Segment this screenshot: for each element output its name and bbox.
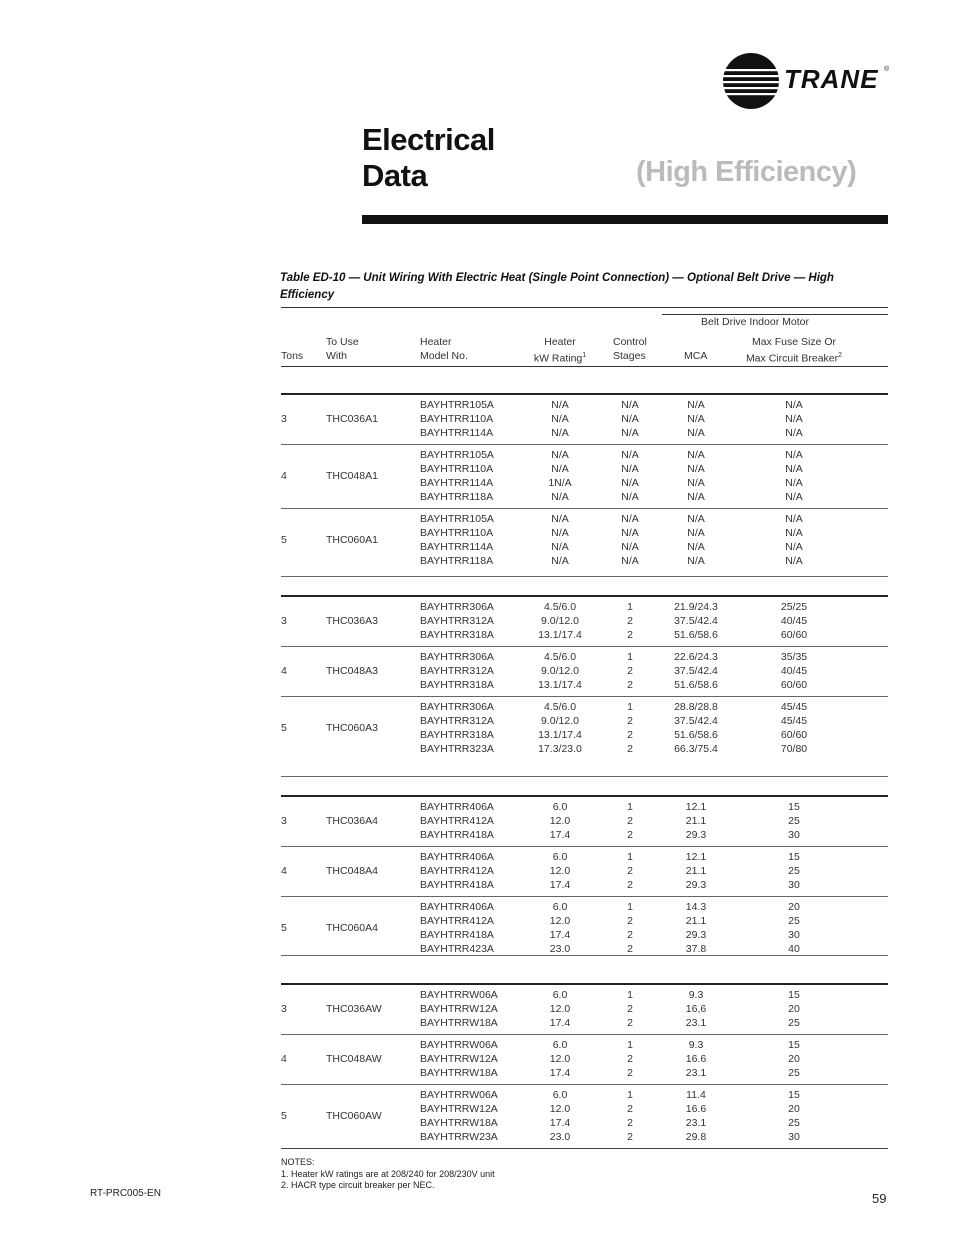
kw-rating-cell: N/A [551, 513, 569, 525]
max-fuse-cell: 60/60 [780, 679, 808, 691]
max-fuse-cell: 25 [788, 915, 800, 927]
mca-cell: 23.1 [685, 1017, 707, 1029]
section-top-rule [281, 595, 888, 597]
header-model-line2: Model No. [420, 350, 468, 362]
mca-cell: N/A [687, 477, 705, 489]
header-kw-line1: Heater [544, 336, 576, 348]
kw-rating-cell: 23.0 [549, 1131, 571, 1143]
heater-model-cell: BAYHTRR412A [420, 915, 494, 927]
heater-model-cell: BAYHTRR105A [420, 449, 494, 461]
unit-model: THC060A1 [326, 534, 378, 546]
control-stages-cell: 2 [627, 865, 633, 877]
tons-value: 5 [281, 722, 287, 734]
header-kw-footnote: 1 [582, 352, 587, 359]
max-fuse-cell: N/A [785, 399, 803, 411]
heater-model-cell: BAYHTRRW18A [420, 1017, 498, 1029]
control-stages-cell: N/A [621, 399, 639, 411]
heater-model-cell: BAYHTRR114A [420, 541, 494, 553]
trane-logo-mark [722, 52, 780, 110]
max-fuse-cell: 60/60 [780, 729, 808, 741]
logo-registered-mark: ® [884, 66, 890, 73]
kw-rating-cell: 17.4 [549, 1017, 571, 1029]
mca-cell: 37.5/42.4 [674, 615, 718, 627]
mca-cell: N/A [687, 513, 705, 525]
group-divider [281, 444, 888, 445]
kw-rating-cell: 6.0 [552, 989, 568, 1001]
max-fuse-cell: 25 [788, 1117, 800, 1129]
control-stages-cell: 1 [627, 601, 633, 613]
header-fuse-line1: Max Fuse Size Or [751, 336, 837, 348]
header-model-line1: Heater [420, 336, 452, 348]
heater-model-cell: BAYHTRR423A [420, 943, 494, 955]
mca-cell: 37.5/42.4 [674, 665, 718, 677]
control-stages-cell: N/A [621, 527, 639, 539]
mca-cell: 9.3 [688, 989, 704, 1001]
mca-cell: N/A [687, 527, 705, 539]
header-fuse-text: Max Circuit Breaker [745, 352, 839, 365]
mca-cell: 51.6/58.6 [674, 679, 718, 691]
max-fuse-cell: 15 [788, 1089, 800, 1101]
kw-rating-cell: 13.1/17.4 [538, 629, 582, 641]
max-fuse-cell: 30 [788, 829, 800, 841]
heater-model-cell: BAYHTRR318A [420, 629, 494, 641]
page-subtitle: (High Efficiency) [636, 156, 857, 188]
heater-model-cell: BAYHTRR406A [420, 851, 494, 863]
tons-value: 4 [281, 665, 287, 677]
kw-rating-cell: 12.0 [549, 815, 571, 827]
section-bottom-rule [281, 955, 888, 956]
group-divider [281, 508, 888, 509]
control-stages-cell: 2 [627, 1017, 633, 1029]
kw-rating-cell: 12.0 [549, 1053, 571, 1065]
kw-rating-cell: 12.0 [549, 865, 571, 877]
notes-title: NOTES: [281, 1157, 315, 1167]
kw-rating-cell: N/A [551, 463, 569, 475]
unit-model: THC060AW [326, 1110, 382, 1122]
max-fuse-cell: N/A [785, 541, 803, 553]
max-fuse-cell: N/A [785, 555, 803, 567]
heater-model-cell: BAYHTRR306A [420, 601, 494, 613]
heater-model-cell: BAYHTRR323A [420, 743, 494, 755]
title-line-2: Data [362, 158, 428, 193]
max-fuse-cell: 25 [788, 815, 800, 827]
header-fuse-line2 [734, 349, 854, 366]
header-top-rule [281, 307, 888, 308]
max-fuse-cell: 40/45 [780, 665, 808, 677]
control-stages-cell: 2 [627, 1067, 633, 1079]
heater-model-cell: BAYHTRR318A [420, 729, 494, 741]
header-max-fuse [734, 335, 854, 366]
heater-model-cell: BAYHTRR318A [420, 679, 494, 691]
kw-rating-cell: 9.0/12.0 [541, 715, 579, 727]
mca-cell: 22.6/24.3 [674, 651, 718, 663]
kw-rating-cell: 13.1/17.4 [538, 729, 582, 741]
kw-rating-cell: N/A [551, 399, 569, 411]
kw-rating-cell: N/A [551, 527, 569, 539]
header-kw-line2 [520, 349, 600, 366]
mca-cell: 29.3 [685, 829, 707, 841]
control-stages-cell: 2 [627, 1003, 633, 1015]
tons-value: 5 [281, 534, 287, 546]
unit-model: THC036A4 [326, 815, 378, 827]
group-header-belt-drive: Belt Drive Indoor Motor [701, 316, 809, 328]
max-fuse-cell: 20 [788, 1053, 800, 1065]
table-notes [281, 1157, 495, 1192]
control-stages-cell: 2 [627, 929, 633, 941]
control-stages-cell: 1 [627, 651, 633, 663]
heater-model-cell: BAYHTRR412A [420, 865, 494, 877]
control-stages-cell: 2 [627, 1131, 633, 1143]
kw-rating-cell: 17.4 [549, 879, 571, 891]
title-rule [362, 215, 888, 224]
control-stages-cell: 1 [627, 801, 633, 813]
mca-cell: N/A [687, 427, 705, 439]
max-fuse-cell: N/A [785, 477, 803, 489]
mca-cell: 21.1 [685, 815, 707, 827]
control-stages-cell: 2 [627, 629, 633, 641]
kw-rating-cell: 4.5/6.0 [543, 651, 577, 663]
kw-rating-cell: 17.4 [549, 1117, 571, 1129]
tons-value: 3 [281, 615, 287, 627]
kw-rating-cell: 9.0/12.0 [541, 615, 579, 627]
control-stages-cell: 2 [627, 743, 633, 755]
max-fuse-cell: 30 [788, 1131, 800, 1143]
kw-rating-cell: 6.0 [552, 1089, 568, 1101]
mca-cell: 16.6 [685, 1053, 707, 1065]
mca-cell: 16.6 [685, 1103, 707, 1115]
heater-model-cell: BAYHTRRW06A [420, 989, 498, 1001]
tons-value: 3 [281, 815, 287, 827]
table-bottom-rule [281, 1148, 888, 1149]
header-kw-text: kW Rating [533, 352, 583, 365]
mca-cell: N/A [687, 399, 705, 411]
mca-cell: 21.1 [685, 915, 707, 927]
header-stages-line2: Stages [613, 350, 646, 362]
heater-model-cell: BAYHTRRW12A [420, 1003, 498, 1015]
mca-cell: 23.1 [685, 1117, 707, 1129]
max-fuse-cell: 25/25 [780, 601, 808, 613]
heater-model-cell: BAYHTRRW12A [420, 1103, 498, 1115]
control-stages-cell: 1 [627, 701, 633, 713]
mca-cell: N/A [687, 491, 705, 503]
mca-cell: 14.3 [685, 901, 707, 913]
kw-rating-cell: 12.0 [549, 1103, 571, 1115]
max-fuse-cell: 60/60 [780, 629, 808, 641]
max-fuse-cell: 25 [788, 1067, 800, 1079]
kw-rating-cell: 1N/A [548, 477, 572, 489]
control-stages-cell: N/A [621, 555, 639, 567]
kw-rating-cell: 6.0 [552, 801, 568, 813]
unit-model: THC048AW [326, 1053, 382, 1065]
unit-model: THC060A4 [326, 922, 378, 934]
mca-cell: N/A [687, 541, 705, 553]
max-fuse-cell: 15 [788, 801, 800, 813]
control-stages-cell: 2 [627, 665, 633, 677]
max-fuse-cell: 35/35 [780, 651, 808, 663]
kw-rating-cell: 9.0/12.0 [541, 665, 579, 677]
max-fuse-cell: 40 [788, 943, 800, 955]
max-fuse-cell: 15 [788, 1039, 800, 1051]
mca-cell: 16,6 [685, 1003, 707, 1015]
kw-rating-cell: 17.3/23.0 [538, 743, 582, 755]
group-divider [281, 1034, 888, 1035]
kw-rating-cell: 4.5/6.0 [543, 701, 577, 713]
heater-model-cell: BAYHTRR418A [420, 879, 494, 891]
max-fuse-cell: 25 [788, 1017, 800, 1029]
kw-rating-cell: 12.0 [549, 1003, 571, 1015]
heater-model-cell: BAYHTRR312A [420, 715, 494, 727]
control-stages-cell: 2 [627, 943, 633, 955]
max-fuse-cell: 40/45 [780, 615, 808, 627]
tons-value: 4 [281, 865, 287, 877]
mca-cell: N/A [687, 555, 705, 567]
control-stages-cell: 2 [627, 1103, 633, 1115]
heater-model-cell: BAYHTRR306A [420, 701, 494, 713]
table-caption: Table ED-10 — Unit Wiring With Electric Heat (Single Point Connection) — Optional Belt Drive — High Efficiency [280, 272, 834, 301]
control-stages-cell: N/A [621, 513, 639, 525]
heater-model-cell: BAYHTRRW23A [420, 1131, 498, 1143]
kw-rating-cell: 13.1/17.4 [538, 679, 582, 691]
heater-model-cell: BAYHTRR418A [420, 929, 494, 941]
unit-model: THC036A1 [326, 413, 378, 425]
mca-cell: 21.9/24.3 [674, 601, 718, 613]
max-fuse-cell: N/A [785, 463, 803, 475]
tons-value: 4 [281, 1053, 287, 1065]
kw-rating-cell: N/A [551, 427, 569, 439]
control-stages-cell: N/A [621, 477, 639, 489]
mca-cell: 37.5/42.4 [674, 715, 718, 727]
header-use-with-line2: With [326, 350, 347, 362]
tons-value: 4 [281, 470, 287, 482]
group-divider [281, 1084, 888, 1085]
control-stages-cell: 2 [627, 879, 633, 891]
heater-model-cell: BAYHTRR114A [420, 427, 494, 439]
trane-logo [722, 50, 892, 110]
heater-model-cell: BAYHTRRW12A [420, 1053, 498, 1065]
control-stages-cell: 2 [627, 679, 633, 691]
tons-value: 5 [281, 922, 287, 934]
heater-model-cell: BAYHTRRW06A [420, 1039, 498, 1051]
control-stages-cell: 1 [627, 989, 633, 1001]
control-stages-cell: 1 [627, 1089, 633, 1101]
header-stages-line1: Control [613, 336, 647, 348]
note-2: 2. HACR type circuit breaker per NEC. [281, 1180, 435, 1190]
heater-model-cell: BAYHTRRW06A [420, 1089, 498, 1101]
heater-model-cell: BAYHTRR110A [420, 527, 494, 539]
heater-model-cell: BAYHTRR110A [420, 463, 494, 475]
section-bottom-rule [281, 776, 888, 777]
header-kw-rating [520, 335, 600, 366]
heater-model-cell: BAYHTRR312A [420, 665, 494, 677]
control-stages-cell: N/A [621, 413, 639, 425]
section-top-rule [281, 393, 888, 395]
page-title [362, 122, 495, 194]
group-divider [281, 896, 888, 897]
heater-model-cell: BAYHTRRW18A [420, 1117, 498, 1129]
header-use-with-line1: To Use [326, 336, 359, 348]
group-divider [281, 696, 888, 697]
control-stages-cell: 1 [627, 1039, 633, 1051]
kw-rating-cell: 6.0 [552, 851, 568, 863]
heater-model-cell: BAYHTRR306A [420, 651, 494, 663]
max-fuse-cell: N/A [785, 427, 803, 439]
max-fuse-cell: 25 [788, 865, 800, 877]
kw-rating-cell: N/A [551, 449, 569, 461]
kw-rating-cell: 17.4 [549, 1067, 571, 1079]
section-bottom-rule [281, 576, 888, 577]
heater-model-cell: BAYHTRR406A [420, 901, 494, 913]
max-fuse-cell: 20 [788, 901, 800, 913]
control-stages-cell: N/A [621, 463, 639, 475]
max-fuse-cell: 45/45 [780, 715, 808, 727]
unit-model: THC048A1 [326, 470, 378, 482]
kw-rating-cell: N/A [551, 491, 569, 503]
header-model-no [420, 335, 468, 363]
mca-cell: 21.1 [685, 865, 707, 877]
max-fuse-cell: N/A [785, 491, 803, 503]
max-fuse-cell: 15 [788, 851, 800, 863]
mca-cell: 11.4 [686, 1089, 706, 1101]
max-fuse-cell: N/A [785, 513, 803, 525]
mca-cell: 51.6/58.6 [674, 729, 718, 741]
control-stages-cell: 2 [627, 715, 633, 727]
mca-cell: 28.8/28.8 [674, 701, 718, 713]
header-control-stages [613, 335, 647, 363]
kw-rating-cell: N/A [551, 413, 569, 425]
kw-rating-cell: N/A [551, 541, 569, 553]
kw-rating-cell: 12.0 [549, 915, 571, 927]
tons-value: 3 [281, 1003, 287, 1015]
heater-model-cell: BAYHTRR110A [420, 413, 494, 425]
unit-model: THC036AW [326, 1003, 382, 1015]
mca-cell: N/A [687, 463, 705, 475]
control-stages-cell: 2 [627, 1053, 633, 1065]
section-top-rule [281, 795, 888, 797]
heater-model-cell: BAYHTRR418A [420, 829, 494, 841]
tons-value: 5 [281, 1110, 287, 1122]
header-fuse-footnote: 2 [838, 352, 843, 359]
control-stages-cell: N/A [621, 449, 639, 461]
control-stages-cell: N/A [621, 541, 639, 553]
kw-rating-cell: 6.0 [552, 901, 568, 913]
heater-model-cell: BAYHTRR118A [420, 555, 494, 567]
unit-model: THC036A3 [326, 615, 378, 627]
max-fuse-cell: 30 [788, 929, 800, 941]
heater-model-cell: BAYHTRR118A [420, 491, 494, 503]
max-fuse-cell: N/A [785, 527, 803, 539]
mca-cell: 23.1 [685, 1067, 707, 1079]
section-top-rule [281, 983, 888, 985]
control-stages-cell: 1 [627, 851, 633, 863]
kw-rating-cell: 4.5/6.0 [543, 601, 577, 613]
max-fuse-cell: N/A [785, 413, 803, 425]
control-stages-cell: 2 [627, 915, 633, 927]
group-divider [281, 846, 888, 847]
control-stages-cell: N/A [621, 491, 639, 503]
page-number: 59 [872, 1191, 887, 1206]
control-stages-cell: 2 [627, 829, 633, 841]
kw-rating-cell: 6.0 [552, 1039, 568, 1051]
mca-cell: 29.3 [685, 929, 707, 941]
mca-cell: 37.8 [685, 943, 707, 955]
unit-model: THC048A4 [326, 865, 378, 877]
mca-cell: N/A [687, 449, 705, 461]
max-fuse-cell: 20 [788, 1003, 800, 1015]
mca-cell: 29.8 [685, 1131, 707, 1143]
logo-text: TRANE [784, 64, 879, 94]
max-fuse-cell: 30 [788, 879, 800, 891]
max-fuse-cell: 20 [788, 1103, 800, 1115]
control-stages-cell: 2 [627, 615, 633, 627]
control-stages-cell: 2 [627, 815, 633, 827]
mca-cell: 12.1 [685, 851, 707, 863]
heater-model-cell: BAYHTRR406A [420, 801, 494, 813]
kw-rating-cell: 17.4 [549, 929, 571, 941]
heater-model-cell: BAYHTRR114A [420, 477, 494, 489]
mca-cell: N/A [687, 413, 705, 425]
mca-cell: 12.1 [685, 801, 707, 813]
mca-cell: 51.6/58.6 [674, 629, 718, 641]
heater-model-cell: BAYHTRR105A [420, 513, 494, 525]
header-use-with [326, 335, 359, 363]
mca-cell: 66.3/75.4 [674, 743, 718, 755]
heater-model-cell: BAYHTRRW18A [420, 1067, 498, 1079]
control-stages-cell: 1 [627, 901, 633, 913]
mca-cell: 29.3 [685, 879, 707, 891]
kw-rating-cell: 23.0 [549, 943, 571, 955]
group-divider [281, 646, 888, 647]
document-code: RT-PRC005-EN [90, 1188, 161, 1199]
header-bottom-rule [281, 366, 888, 367]
heater-model-cell: BAYHTRR412A [420, 815, 494, 827]
tons-value: 3 [281, 413, 287, 425]
title-line-1: Electrical [362, 122, 495, 157]
unit-model: THC048A3 [326, 665, 378, 677]
kw-rating-cell: N/A [551, 555, 569, 567]
max-fuse-cell: 70/80 [780, 743, 808, 755]
kw-rating-cell: 17.4 [549, 829, 571, 841]
header-tons: Tons [281, 350, 304, 362]
control-stages-cell: N/A [621, 427, 639, 439]
heater-model-cell: BAYHTRR312A [420, 615, 494, 627]
mca-cell: 9.3 [688, 1039, 704, 1051]
unit-model: THC060A3 [326, 722, 378, 734]
max-fuse-cell: N/A [785, 449, 803, 461]
heater-model-cell: BAYHTRR105A [420, 399, 494, 411]
max-fuse-cell: 15 [788, 989, 800, 1001]
control-stages-cell: 2 [627, 729, 633, 741]
max-fuse-cell: 45/45 [780, 701, 808, 713]
control-stages-cell: 2 [627, 1117, 633, 1129]
note-1: 1. Heater kW ratings are at 208/240 for 208/230V unit [281, 1168, 495, 1179]
header-mca: MCA [684, 350, 708, 362]
